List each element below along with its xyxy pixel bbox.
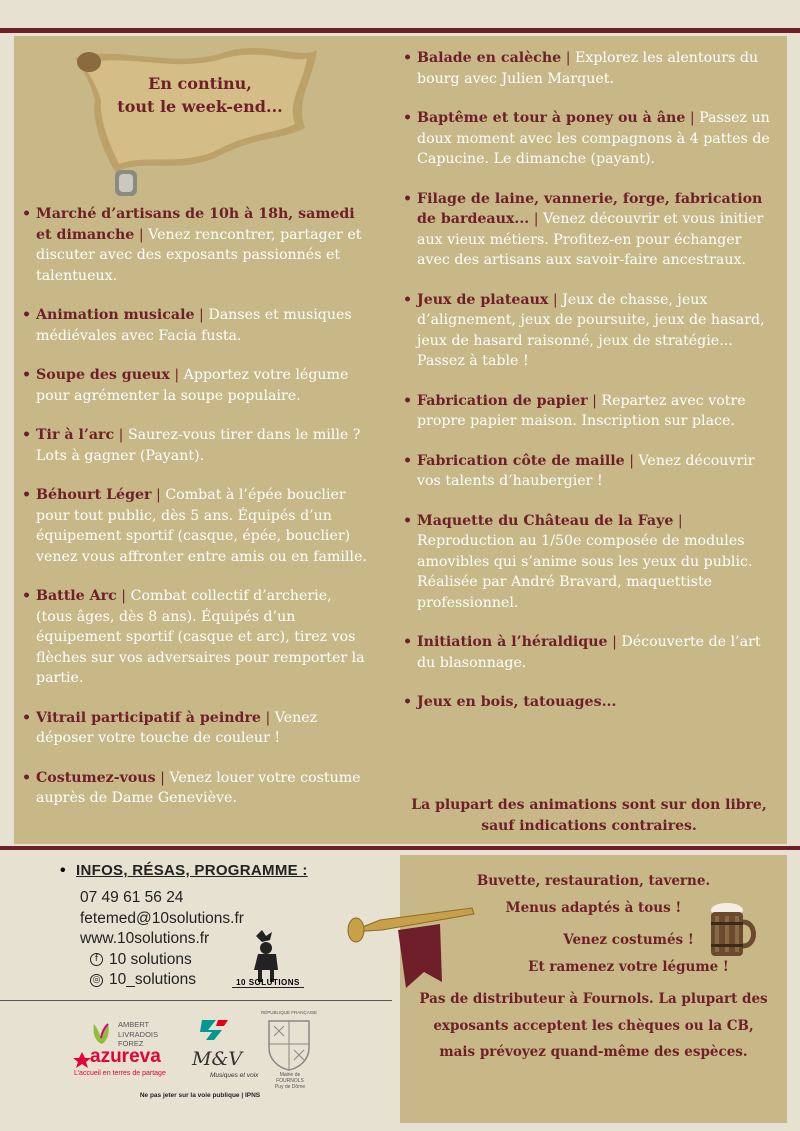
separator: | bbox=[121, 588, 127, 604]
practical-info-text bbox=[400, 868, 787, 1066]
separator: | bbox=[565, 50, 571, 66]
separator: | bbox=[156, 487, 161, 503]
parchment-scroll-icon bbox=[55, 40, 325, 200]
activity-item bbox=[403, 189, 775, 271]
azureva-name: azureva bbox=[90, 1046, 161, 1067]
mv-tagline: Musiques et voix bbox=[210, 1072, 259, 1079]
activity-title: Balade en calèche bbox=[417, 50, 562, 66]
separator: | bbox=[677, 512, 683, 529]
azureva-logo-icon bbox=[72, 1050, 92, 1070]
separator: | bbox=[629, 452, 634, 469]
activity-text: Venez découvrir et vous initier aux vieux métiers. Profitez-en pour échanger avec des artisans aux savoir-faire ancestraux. bbox=[417, 211, 764, 268]
phone-number[interactable]: 07 49 61 56 24 bbox=[80, 889, 184, 906]
bullet-icon: • bbox=[60, 862, 66, 879]
activity-text: Passez un doux moment avec les compagnons à 4 pattes de Capucine. Le dimanche (payant). bbox=[417, 110, 770, 167]
website-link[interactable]: www.10solutions.fr bbox=[80, 930, 210, 947]
separator: | bbox=[174, 367, 180, 383]
activity-title: Tir à l’arc bbox=[36, 427, 115, 443]
instagram-handle: 10_solutions bbox=[109, 971, 197, 988]
separator: | bbox=[689, 110, 695, 126]
facebook-icon: f bbox=[90, 953, 103, 966]
mairie-line-2: FOURNOLS bbox=[276, 1078, 304, 1084]
facebook-row[interactable] bbox=[90, 950, 360, 971]
activity-text: Explorez les alentours du bourg avec Julien Marquet. bbox=[417, 50, 759, 87]
info-heading-row bbox=[60, 862, 360, 880]
separator: | bbox=[533, 211, 539, 227]
activity-text: Combat à l’épée bouclier pour tout public, dès 5 ans. Équipés d’un équipement sportif (casque, épée, bouclier) venez vous affronter entre amis ou en famille. bbox=[36, 487, 367, 565]
activity-text: Combat collectif d’archerie, (tous âges, dès 8 ans). Équipés d’un équipement sportif (casque et arc), tirez vos flèches sur vos adversaires pour remporter la partie. bbox=[36, 588, 365, 686]
activity-title: Maquette du Château de la Faye bbox=[417, 512, 674, 529]
separator: | bbox=[612, 634, 617, 650]
activity-item bbox=[403, 511, 775, 614]
practical-line-3: Venez costumés ! bbox=[563, 932, 694, 948]
activity-text: Repartez avec votre propre papier maison. Inscription sur place. bbox=[417, 392, 746, 429]
10-solutions-brand: 10 SOLUTIONS bbox=[232, 978, 304, 988]
activity-item bbox=[403, 391, 775, 432]
activity-item bbox=[22, 204, 372, 286]
activity-title: Costumez-vous bbox=[36, 769, 156, 786]
activity-title: Fabrication côte de maille bbox=[417, 452, 625, 469]
mairie-line-3: Puy de Dôme bbox=[274, 1084, 306, 1090]
rf-label: RÉPUBLIQUE FRANÇAISE bbox=[260, 1010, 317, 1015]
fournols-crest-icon bbox=[266, 1018, 312, 1072]
instagram-icon: ◎ bbox=[90, 974, 103, 987]
facebook-handle: 10 solutions bbox=[109, 950, 192, 968]
instagram-row[interactable] bbox=[90, 970, 360, 991]
activity-text: Découverte de l’art du blasonnage. bbox=[417, 634, 761, 671]
activity-item bbox=[403, 451, 775, 492]
ambert-logo-icon bbox=[90, 1020, 112, 1046]
donation-note: La plupart des animations sont sur don libre, sauf indications contraires. bbox=[411, 797, 767, 834]
practical-line-1: Buvette, restauration, taverne. bbox=[476, 873, 711, 889]
top-rule bbox=[0, 28, 800, 33]
credit-agricole-logo-icon bbox=[194, 1014, 234, 1044]
middle-rule bbox=[0, 846, 800, 850]
right-activity-list bbox=[403, 48, 775, 732]
info-heading: INFOS, RÉSAS, PROGRAMME : bbox=[76, 862, 308, 879]
separator: | bbox=[552, 291, 558, 308]
activity-title: Filage de laine, vannerie, forge, fabrication de bardeaux... bbox=[417, 190, 763, 227]
practical-line-4: Et ramenez votre légume ! bbox=[528, 958, 729, 975]
scroll-line-2: tout le week-end... bbox=[117, 97, 283, 116]
activity-title: Animation musicale bbox=[36, 307, 195, 323]
activity-title: Béhourt Léger bbox=[36, 487, 152, 503]
scroll-heading bbox=[100, 72, 300, 118]
azureva-tagline: L’accueil en terres de partage bbox=[74, 1070, 166, 1077]
activity-title: Soupe des gueux bbox=[36, 367, 170, 383]
mairie-line-1: Mairie de bbox=[279, 1072, 301, 1078]
practical-line-2: Menus adaptés à tous ! bbox=[505, 899, 682, 916]
email-address[interactable]: fetemed@10solutions.fr bbox=[80, 909, 244, 927]
activity-text: Venez découvrir vos talents d’haubergier ! bbox=[417, 452, 755, 489]
activity-title: Jeux de plateaux bbox=[417, 291, 549, 308]
activity-item bbox=[403, 290, 775, 372]
ambert-line-3: FOREZ bbox=[118, 1039, 144, 1048]
separator: | bbox=[265, 709, 271, 726]
disclaimer: Ne pas jeter sur la voie publique | IPNS bbox=[139, 1092, 261, 1099]
activity-item bbox=[403, 692, 775, 713]
practical-line-5: Pas de distributeur à Fournols. La plupart des exposants acceptent les chèques ou la CB, mais prévoyez quand-même des espèces. bbox=[419, 991, 768, 1060]
activity-title: Marché d’artisans de 10h à 18h, samedi et dimanche bbox=[36, 206, 355, 243]
ambert-line-1: AMBERT bbox=[118, 1020, 150, 1029]
separator: | bbox=[138, 226, 144, 243]
activity-item bbox=[403, 632, 775, 673]
activity-text: Venez louer votre costume auprès de Dame Geneviève. bbox=[36, 769, 361, 806]
activity-item bbox=[403, 108, 775, 170]
activity-text: Danses et musiques médiévales avec Facia fusta. bbox=[36, 307, 352, 344]
activity-title: Battle Arc bbox=[36, 588, 117, 604]
activity-text: Reproduction au 1/50e composée de modules amovibles qui s’anime sous les yeux du public. Réalisée par André Bravard, maquettiste professionnel. bbox=[417, 533, 753, 611]
activity-item bbox=[403, 48, 775, 89]
separator: | bbox=[118, 427, 124, 443]
activity-title: Fabrication de papier bbox=[417, 392, 588, 409]
activity-item bbox=[22, 586, 372, 689]
activity-item bbox=[22, 485, 372, 567]
activity-item bbox=[22, 365, 372, 406]
activity-title: Baptême et tour à poney ou à âne bbox=[417, 110, 686, 126]
scroll-line-1: En continu, bbox=[148, 74, 252, 93]
activity-text: Venez rencontrer, partager et discuter avec des exposants passionnés et talentueux. bbox=[36, 226, 362, 284]
separator: | bbox=[160, 769, 165, 786]
activity-title: Initiation à l’héraldique bbox=[417, 634, 608, 650]
activity-item bbox=[22, 305, 372, 346]
activity-title: Vitrail participatif à peindre bbox=[36, 709, 261, 726]
mv-logo: M&V bbox=[192, 1048, 243, 1070]
left-activity-list bbox=[22, 204, 372, 828]
info-block bbox=[60, 862, 360, 991]
activity-text: Saurez-vous tirer dans le mille ? Lots à gagner (Payant). bbox=[36, 427, 361, 464]
activity-text: Apportez votre légume pour agrémenter la soupe populaire. bbox=[36, 367, 349, 404]
partner-logos bbox=[70, 1010, 390, 1120]
activity-item bbox=[22, 768, 372, 809]
activity-item bbox=[22, 425, 372, 466]
activity-text: Venez déposer votre touche de couleur ! bbox=[36, 709, 318, 746]
activity-item bbox=[22, 708, 372, 749]
activity-text: Jeux de chasse, jeux d’alignement, jeux de poursuite, jeux de hasard, jeux de hasard raisonné, jeux de stratégie... Passez à table ! bbox=[417, 291, 765, 369]
ambert-line-2: LIVRADOIS bbox=[118, 1029, 159, 1039]
separator: | bbox=[199, 307, 204, 323]
separator: | bbox=[592, 392, 597, 409]
activity-title: Jeux en bois, tatouages... bbox=[417, 694, 617, 710]
logos-divider bbox=[0, 1000, 392, 1001]
